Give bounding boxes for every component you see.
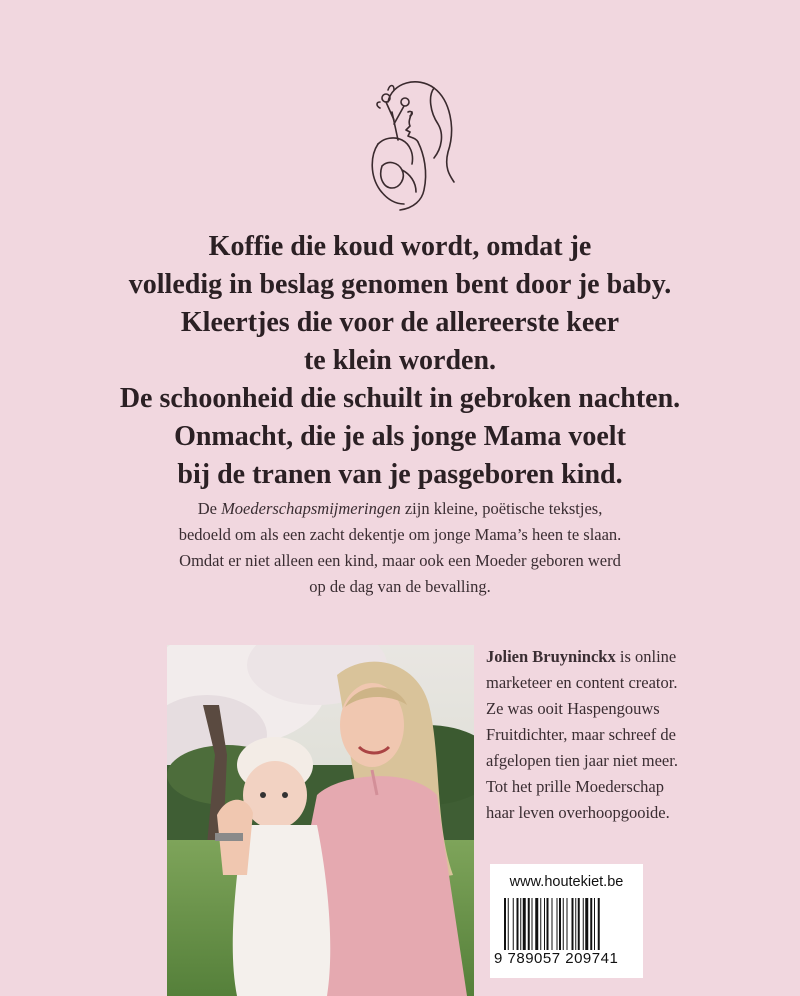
quote-line: Onmacht, die je als jonge Mama voelt bbox=[174, 421, 626, 452]
barcode-bar bbox=[585, 898, 588, 950]
quote-block bbox=[0, 228, 800, 494]
quote-line: volledig in beslag genomen bent door je baby. bbox=[128, 269, 672, 300]
barcode-bar bbox=[520, 898, 521, 950]
barcode-bar bbox=[535, 898, 538, 950]
barcode-bar bbox=[567, 898, 568, 950]
barcode-panel bbox=[490, 864, 643, 978]
barcode-bar bbox=[532, 898, 533, 950]
barcode-bar bbox=[552, 898, 553, 950]
barcode-bar bbox=[578, 898, 580, 950]
barcode-bar bbox=[544, 898, 545, 950]
quote-line: te klein worden. bbox=[303, 345, 497, 376]
blurb-line: op de dag van de bevalling. bbox=[309, 577, 491, 596]
blurb-line: bedoeld om als een zacht dekentje om jonge Mama’s heen te slaan. bbox=[178, 525, 622, 544]
quote-line: Kleertjes die voor de allereerste keer bbox=[180, 307, 620, 338]
quote-line: Koffie die koud wordt, omdat je bbox=[208, 231, 592, 262]
barcode-bar bbox=[572, 898, 574, 950]
bio-line bbox=[486, 644, 786, 670]
bio-line: haar leven overhoopgooide. bbox=[486, 803, 670, 822]
barcode-bar bbox=[594, 898, 595, 950]
barcode-bar bbox=[575, 898, 576, 950]
barcode-bar bbox=[517, 898, 519, 950]
author-photo bbox=[167, 645, 474, 996]
blurb-line bbox=[0, 496, 800, 522]
quote-line: bij de tranen van je pasgeboren kind. bbox=[177, 459, 623, 490]
quote-line: De schoonheid die schuilt in gebroken nachten. bbox=[119, 383, 681, 414]
barcode-bar bbox=[540, 898, 541, 950]
book-blurb bbox=[0, 496, 800, 600]
bio-line: afgelopen tien jaar niet meer. bbox=[486, 751, 678, 770]
publisher-website: www.houtekiet.be bbox=[509, 874, 624, 890]
bio-line: Ze was ooit Haspengouws bbox=[486, 699, 660, 718]
blurb-text: zijn kleine, poëtische tekstjes, bbox=[400, 499, 603, 518]
barcode-icon bbox=[504, 898, 630, 955]
barcode-bar bbox=[559, 898, 561, 950]
blurb-line: Omdat er niet alleen een kind, maar ook een Moeder geboren werd bbox=[179, 551, 621, 570]
bio-line: marketeer en content creator. bbox=[486, 673, 678, 692]
blurb-text: De bbox=[197, 499, 222, 518]
barcode-bar bbox=[508, 898, 509, 950]
bio-line: Tot het prille Moederschap bbox=[486, 777, 664, 796]
barcode-bar bbox=[563, 898, 564, 950]
series-title: Moederschapsmijmeringen bbox=[221, 499, 401, 518]
bio-line: Fruitdichter, maar schreef de bbox=[486, 725, 676, 744]
barcode-bar bbox=[523, 898, 526, 950]
barcode-bar bbox=[513, 898, 514, 950]
barcode-bar bbox=[547, 898, 549, 950]
barcode-bar bbox=[528, 898, 530, 950]
barcode-bar bbox=[583, 898, 584, 950]
author-name: Jolien Bruyninckx bbox=[486, 647, 616, 666]
barcode-bar bbox=[598, 898, 600, 950]
mother-baby-illustration-icon bbox=[358, 72, 462, 216]
bio-text: is online bbox=[615, 647, 677, 666]
isbn-number: 9 789057 209741 bbox=[494, 950, 619, 967]
barcode-bar bbox=[590, 898, 592, 950]
barcode-bar bbox=[557, 898, 558, 950]
author-bio bbox=[486, 644, 786, 826]
barcode-bar bbox=[504, 898, 506, 950]
